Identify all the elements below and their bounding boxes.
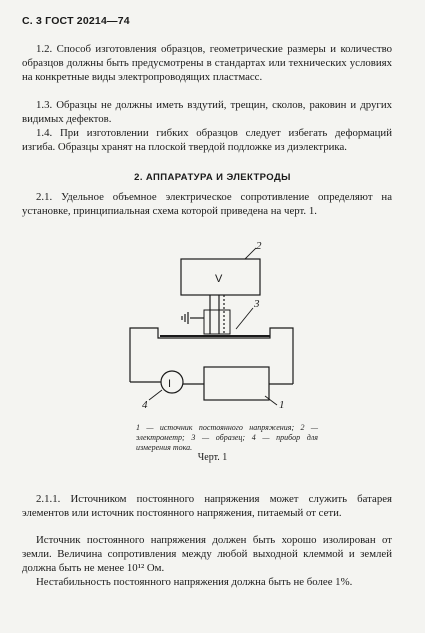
page-header: С. 3 ГОСТ 20214—74 bbox=[22, 15, 130, 27]
paragraph-1-3: 1.3. Образцы не должны иметь вздутий, трещин, сколов, раковин и других видимых дефектов. bbox=[22, 99, 392, 126]
ammeter-label: I bbox=[168, 378, 172, 390]
paragraph-2-1-1: 2.1.1. Источником постоянного напряжения может служить батарея элементов или источник постоянного напряжения, питаемый от сети. bbox=[22, 493, 392, 520]
paragraph-1-2: 1.2. Способ изготовления образцов, геометрические размеры и количество образцов должны быть предусмотрены в стандартах или технических условиях на конкретные виды электропроводящих пластмасс. bbox=[22, 43, 392, 84]
ammeter-circle bbox=[161, 371, 183, 393]
callout-2-leader bbox=[245, 248, 256, 259]
callout-2: 2 bbox=[256, 240, 262, 252]
paragraph-2-1: 2.1. Удельное объемное электрическое сопротивление определяют на установке, принципиальная схема которой приведена на черт. 1. bbox=[22, 191, 392, 218]
callout-3: 3 bbox=[254, 298, 260, 310]
voltmeter-label: V bbox=[215, 273, 223, 285]
callout-4-leader bbox=[149, 390, 162, 400]
upper-electrode bbox=[204, 310, 230, 334]
section-title: 2. АППАРАТУРА И ЭЛЕКТРОДЫ bbox=[134, 172, 291, 183]
figure-caption: 1 — источник постоянного напряжения; 2 — электрометр; 3 — образец; 4 — прибор для измерения тока. bbox=[136, 423, 318, 452]
voltage-source-box bbox=[204, 367, 269, 400]
figure-label: Черт. 1 bbox=[197, 452, 228, 463]
callout-4: 4 bbox=[142, 399, 148, 411]
paragraph-isolation: Источник постоянного напряжения должен быть хорошо изолирован от земли. Величина сопротивления между любой выходной клеммой и землей должна быть не менее 10¹² Ом. bbox=[22, 534, 392, 575]
paragraph-1-4: 1.4. При изготовлении гибких образцов следует избегать деформаций изгиба. Образцы хранят на плоской твердой подложке из диэлектрика. bbox=[22, 127, 392, 154]
paragraph-stability: Нестабильность постоянного напряжения должна быть не более 1%. bbox=[36, 576, 353, 588]
callout-1: 1 bbox=[279, 399, 285, 411]
callout-3-leader bbox=[236, 308, 253, 329]
